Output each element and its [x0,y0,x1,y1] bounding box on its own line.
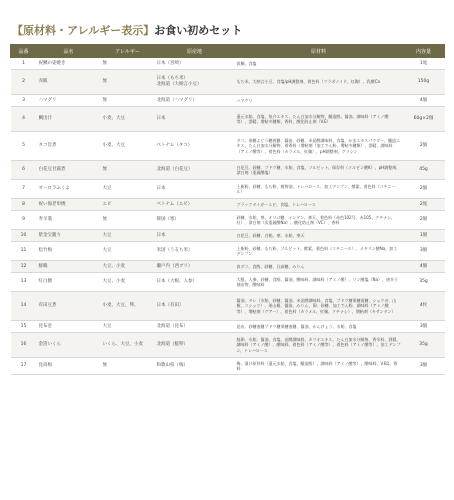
title-bracket: 【原材料・アレルギー表示】 [12,24,155,37]
cell-name: 鯛出汁 [37,107,101,132]
cell-amount: 4個 [403,95,445,107]
cell-allergy: 大豆 [101,321,155,333]
cell-amount: 3個 [403,242,445,261]
cell-origin: ベトナム（エビ） [155,199,235,211]
cell-allergy: 大豆、小麦 [101,261,155,273]
cell-name: 有田豆煮 [37,292,101,321]
cell-amount: 2個 [403,211,445,230]
cell-origin: 日本 [155,107,235,132]
cell-ingredients: ハマグリ [235,95,403,107]
cell-ingredients: 上新粉、砂糖、もち粉、植物油、トレハロース、加工デンプン、酵素、着色料（コチニール） [235,180,403,199]
cell-allergy: 小麦、大豆 [101,107,155,132]
cell-allergy: 無 [101,358,155,375]
cell-amount: 1尾 [403,58,445,70]
cell-amount: 150g [403,70,445,95]
cell-amount: 3個 [403,321,445,333]
cell-name: 鮮鶴 [37,261,101,273]
cell-origin: 日本 [155,230,235,242]
cell-name: 寿羊羹 [37,211,101,230]
cell-name: 紅白膾 [37,273,101,292]
cell-no: 3 [11,95,37,107]
table-row [11,273,445,292]
cell-ingredients: ブラックタイガーエビ、食塩、トレハロース [235,199,403,211]
cell-origin: 北海道（ハマグリ） [155,95,235,107]
cell-ingredients: もち米、大納言小豆、食塩/pH調整剤、着色料（フラボノイド、紅麹）、乳酸Ca [235,70,403,95]
title-rest: お食い初めセット [154,24,243,37]
cell-no: 2 [11,70,37,95]
header-ingredients: 原材料 [235,45,403,58]
cell-origin: 北海道（白花豆） [155,161,235,180]
cell-origin: 日本（有田） [155,292,235,321]
cell-no: 13 [11,273,37,292]
cell-origin: 米国（うるち米） [155,242,235,261]
cell-no: 5 [11,132,37,161]
cell-allergy: 大豆 [101,230,155,242]
cell-ingredients: 白花豆、砂糖、白餡、寒、水飴、寒天 [235,230,403,242]
cell-no: 11 [11,242,37,261]
cell-amount: 35g [403,273,445,292]
cell-ingredients: 砂糖、水飴、寒、オリゴ糖、インゲン、寒天、着色料（赤色102号、赤105、クチナシ、紅）、漂白剤（次亜硫酸Na）、酸化防止剤（VC）、香料 [235,211,403,230]
cell-no: 1 [11,58,37,70]
cell-allergy: 大豆、小麦 [101,273,155,292]
cell-name: 松竹梅 [37,242,101,261]
cell-amount: 60g×2個 [403,107,445,132]
cell-name: オーロラふくよ [37,180,101,199]
table-row [11,107,445,132]
cell-amount: 2個 [403,132,445,161]
cell-name: 祝い海老串焼 [37,199,101,211]
cell-no: 17 [11,358,37,375]
cell-ingredients: 昆布、砂糖液糖ブドウ糖果糖液糖、醤油、かんぴょう、水飴、食塩 [235,321,403,333]
cell-origin: 日本（大根、人参） [155,273,235,292]
cell-ingredients: 醤油、タレ（水飴、砂糖、醤油、米発酵調味料、食塩、ブドウ糖果糖液糖、ショウガ、山椒、コショウ）、果山椒、醤油、みりん、卵、砂糖、加工でん粉、調味料（アミノ酸等）、増粘剤（グアー）、着色料（カラメル、紅麹、クチナシ）、増粘剤（キサンタン） [235,292,403,321]
cell-no: 12 [11,261,37,273]
table-row [11,95,445,107]
cell-name: タコ旨煮 [37,132,101,161]
cell-no: 6 [11,161,37,180]
cell-no: 16 [11,333,37,358]
cell-no: 15 [11,321,37,333]
cell-amount: 4個 [403,261,445,273]
table-row [11,211,445,230]
cell-no: 14 [11,292,37,321]
cell-ingredients: タコ、果糖ぶどう糖液糖、醤油、砂糖、米発酵調味料、食塩、かまエキスパウダー、醸造エキス、たん白加水分解物、着香料（増粘剤（加工でん粉、増粘多糖類）、酒精、調味料（アミノ酸等）、着色料（カラメル、紅麹）、pH調整剤、グリシン [235,132,403,161]
header-name: 品名 [37,45,101,58]
table-body [11,58,445,375]
cell-allergy: 無 [101,161,155,180]
cell-origin: 日本（宮崎） [155,58,235,70]
table-header-row [11,45,445,58]
table-row [11,230,445,242]
cell-name: 祝鯛の姿焼き [37,58,101,70]
table-row [11,180,445,199]
cell-name: 赤飯 [37,70,101,95]
cell-name: 紫金宝籠り [37,230,101,242]
cell-allergy: いくら、大豆、小麦 [101,333,155,358]
cell-name: 昆高梅 [37,358,101,375]
cell-no: 8 [11,199,37,211]
cell-ingredients: 梅、漬け原材料（還元水飴、食塩、醸造酢）、調味料（アミノ酸等）、酸味料、V.B1、香料 [235,358,403,375]
header-amount: 内容量 [403,45,445,58]
table-row [11,333,445,358]
table-row [11,261,445,273]
table-row [11,58,445,70]
cell-amount: 2個 [403,180,445,199]
cell-name: 昆布巻 [37,321,101,333]
cell-allergy: 小麦、大豆、卵、 [101,292,155,321]
page-title [12,22,242,38]
cell-ingredients: 真鯛、食塩 [235,58,403,70]
cell-amount: 1個 [403,230,445,242]
table-row [11,70,445,95]
cell-no: 7 [11,180,37,199]
cell-allergy: 小麦、大豆 [101,132,155,161]
header-allergy: アレルギー [101,45,155,58]
table-row [11,242,445,261]
table-row [11,292,445,321]
cell-amount: 2尾 [403,199,445,211]
cell-origin: 瀬戸内（西ブリ） [155,261,235,273]
cell-origin: 北海道（昆布） [155,321,235,333]
cell-ingredients: 大根、人参、砂糖、食酢、醤油、酸味料、調味料（アミノ酸）、リン酸塩（Na）、唐辛子抽出物、酸味料 [235,273,403,292]
cell-amount: 4枚 [403,292,445,321]
table-row [11,321,445,333]
header-no: 品番 [11,45,37,58]
table-row [11,358,445,375]
cell-no: 9 [11,211,37,230]
cell-allergy: 無 [101,211,155,230]
cell-amount: 3個 [403,358,445,375]
cell-origin: 北海道（鮭卵） [155,333,235,358]
cell-origin: 日本（もち米） 北海道（大納言小豆） [155,70,235,95]
cell-name: 金箔いくら [37,333,101,358]
cell-allergy: 大豆 [101,180,155,199]
table-row [11,199,445,211]
table-row [11,132,445,161]
ingredients-table [10,44,445,375]
cell-allergy: 無 [101,58,155,70]
cell-allergy: エビ [101,199,155,211]
cell-origin: 和歌山県（梅） [155,358,235,375]
cell-ingredients: 鮭卵、水飴、醤油、食塩、発酵調味料、カツオエキス、たん白加水分解物、香辛料、酒精、調味料（アミノ酸）、酸味料、着色料（アミノ酸等）、着色料（アミノ酸等）、加工デンプン、トレハロース [235,333,403,358]
table-row [11,161,445,180]
cell-name: 白花豆甘露煮 [37,161,101,180]
cell-amount: 45g [403,161,445,180]
cell-ingredients: 還元水飴、食塩、魚介エキス、たん白加水分解物、醸造酢、醤油、調味料（アミノ酸等）、酒精、増粘多糖類、香料、酸化防止剤（V.E） [235,107,403,132]
cell-ingredients: 真ダコ、食酢、砂糖、日高糖、みりん [235,261,403,273]
cell-allergy: 大豆 [101,242,155,261]
cell-origin: ベトナム（タコ） [155,132,235,161]
header-origin: 原産地 [155,45,235,58]
cell-ingredients: 上新粉、砂糖、もち粉、ソルビット、酵素、着色料（コチニール）、メタリン酸Na、加工デンプン [235,242,403,261]
cell-no: 4 [11,107,37,132]
cell-allergy: 無 [101,95,155,107]
cell-ingredients: 白花豆、砂糖、ブドウ糖、水飴、食塩、ソルビット、保存料（ソルビン酸K）、pH調整剤、漂白剤（亜硫酸塩） [235,161,403,180]
cell-origin: 韓国（寒） [155,211,235,230]
cell-no: 10 [11,230,37,242]
cell-origin: 日本 [155,180,235,199]
cell-name: ハマグリ [37,95,101,107]
cell-amount: 35g [403,333,445,358]
cell-allergy: 無 [101,70,155,95]
